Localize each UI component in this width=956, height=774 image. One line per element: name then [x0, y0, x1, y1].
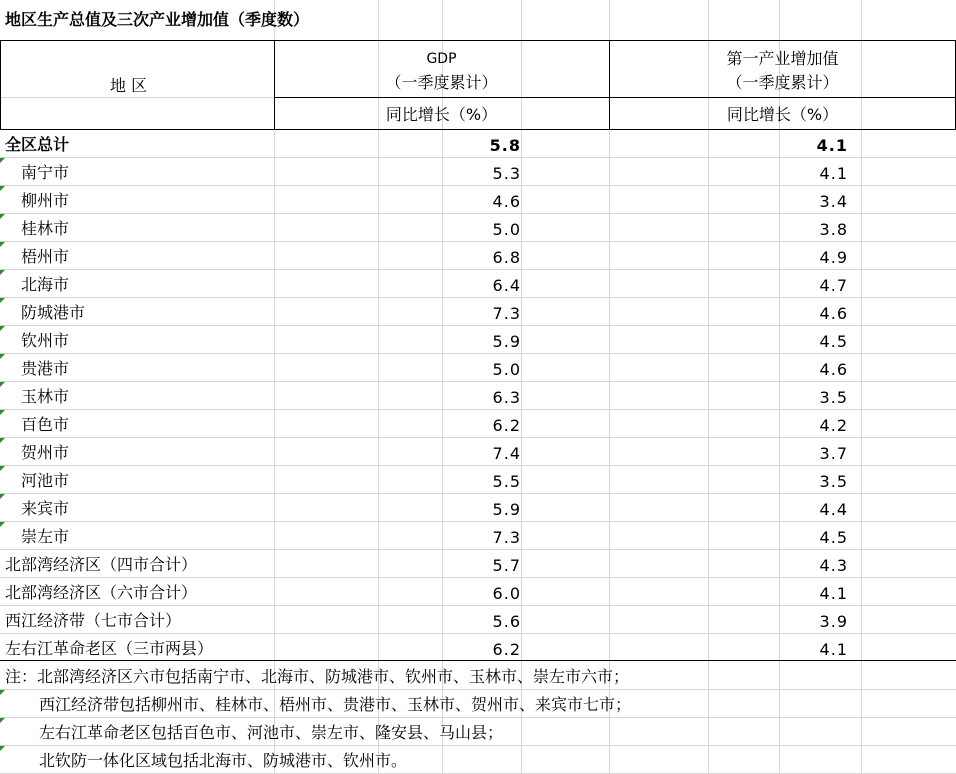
- header-primary-period: （一季度累计）: [726, 73, 839, 92]
- cell-marker-icon: [0, 410, 5, 415]
- primary-growth-value: 4.2: [819, 416, 848, 435]
- cell-marker-icon: [0, 718, 5, 723]
- gridline-horizontal: [0, 521, 956, 522]
- gridline-horizontal: [0, 745, 956, 746]
- border-line: [274, 97, 956, 98]
- gdp-growth-value: 5.5: [492, 472, 521, 491]
- row-region: 贵港市: [21, 359, 70, 378]
- cell-marker-icon: [0, 158, 5, 163]
- gdp-growth-value: 5.3: [492, 164, 521, 183]
- header-primary-unit: 同比增长（%）: [726, 105, 839, 124]
- header-primary: 第一产业增加值: [726, 49, 839, 68]
- gridline-horizontal: [0, 689, 956, 690]
- cell-marker-icon: [0, 690, 5, 695]
- primary-growth-value: 4.1: [816, 136, 848, 155]
- cell-marker-icon: [0, 214, 5, 219]
- gdp-growth-value: 5.9: [492, 500, 521, 519]
- row-region: 防城港市: [21, 303, 86, 322]
- primary-growth-value: 4.4: [819, 500, 848, 519]
- primary-growth-value: 3.8: [819, 220, 848, 239]
- row-region: 百色市: [21, 415, 70, 434]
- gridline-horizontal: [0, 577, 956, 578]
- gdp-growth-value: 6.3: [492, 388, 521, 407]
- gridline-horizontal: [0, 269, 956, 270]
- gridline-horizontal: [0, 241, 956, 242]
- row-region: 钦州市: [21, 331, 70, 350]
- gridline-horizontal: [0, 549, 956, 550]
- row-region: 西江经济带（七市合计）: [5, 611, 182, 630]
- cell-marker-icon: [0, 242, 5, 247]
- gridline-horizontal: [0, 409, 956, 410]
- border-line: [0, 660, 956, 661]
- gdp-growth-value: 6.2: [492, 640, 521, 659]
- gridline-horizontal: [0, 437, 956, 438]
- gridline-horizontal: [0, 157, 956, 158]
- row-region: 河池市: [21, 471, 70, 490]
- note-line: 西江经济带包括柳州市、桂林市、梧州市、贵港市、玉林市、贺州市、来宾市七市；: [39, 695, 632, 714]
- cell-marker-icon: [0, 326, 5, 331]
- page-title: 地区生产总值及三次产业增加值（季度数）: [5, 10, 310, 29]
- row-region: 南宁市: [21, 163, 70, 182]
- gdp-growth-value: 4.6: [492, 192, 521, 211]
- row-region: 北部湾经济区（六市合计）: [5, 583, 198, 602]
- gridline-horizontal: [0, 633, 956, 634]
- border-line: [0, 129, 956, 130]
- note-line: 北钦防一体化区域包括北海市、防城港市、钦州市。: [39, 751, 408, 770]
- cell-marker-icon: [0, 354, 5, 359]
- gdp-growth-value: 6.4: [492, 276, 521, 295]
- border-line: [0, 40, 1, 130]
- header-region: 地 区: [110, 76, 148, 95]
- row-region: 崇左市: [21, 527, 70, 546]
- row-region: 贺州市: [21, 443, 70, 462]
- primary-growth-value: 3.9: [819, 612, 848, 631]
- primary-growth-value: 4.6: [819, 304, 848, 323]
- primary-growth-value: 4.9: [819, 248, 848, 267]
- cell-marker-icon: [0, 522, 5, 527]
- cell-marker-icon: [0, 186, 5, 191]
- gridline-horizontal: [0, 325, 956, 326]
- gridline-horizontal: [0, 213, 956, 214]
- note-line: 注：北部湾经济区六市包括南宁市、北海市、防城港市、钦州市、玉林市、崇左市六市；: [5, 667, 630, 686]
- gdp-growth-value: 7.3: [492, 528, 521, 547]
- row-region: 全区总计: [5, 135, 70, 154]
- primary-growth-value: 4.6: [819, 360, 848, 379]
- cell-marker-icon: [0, 382, 5, 387]
- gridline-horizontal: [0, 465, 956, 466]
- row-region: 北海市: [21, 275, 70, 294]
- cell-marker-icon: [0, 494, 5, 499]
- gdp-growth-value: 6.8: [492, 248, 521, 267]
- cell-marker-icon: [0, 270, 5, 275]
- primary-growth-value: 4.5: [819, 332, 848, 351]
- header-gdp: GDP: [426, 51, 457, 67]
- gdp-growth-value: 5.0: [492, 360, 521, 379]
- primary-growth-value: 3.7: [819, 444, 848, 463]
- row-region: 梧州市: [21, 247, 70, 266]
- gridline-horizontal: [0, 297, 956, 298]
- gridline-horizontal: [0, 493, 956, 494]
- cell-marker-icon: [0, 466, 5, 471]
- primary-growth-value: 4.1: [819, 640, 848, 659]
- row-region: 北部湾经济区（四市合计）: [5, 555, 198, 574]
- gridline-horizontal: [0, 717, 956, 718]
- primary-growth-value: 4.1: [819, 164, 848, 183]
- gdp-growth-value: 5.0: [492, 220, 521, 239]
- row-region: 玉林市: [21, 387, 70, 406]
- header-gdp-unit: 同比增长（%）: [385, 105, 498, 124]
- gdp-growth-value: 5.7: [492, 556, 521, 575]
- primary-growth-value: 4.5: [819, 528, 848, 547]
- row-region: 左右江革命老区（三市两县）: [5, 639, 214, 658]
- gridline-horizontal: [0, 353, 956, 354]
- gridline-horizontal: [0, 185, 956, 186]
- row-region: 来宾市: [21, 499, 70, 518]
- primary-growth-value: 4.3: [819, 556, 848, 575]
- primary-growth-value: 3.5: [819, 388, 848, 407]
- header-gdp-period: （一季度累计）: [385, 73, 498, 92]
- primary-growth-value: 4.1: [819, 584, 848, 603]
- note-line: 左右江革命老区包括百色市、河池市、崇左市、隆安县、马山县；: [39, 723, 504, 742]
- gdp-growth-value: 6.0: [492, 584, 521, 603]
- row-region: 桂林市: [21, 219, 70, 238]
- primary-growth-value: 4.7: [819, 276, 848, 295]
- row-region: 柳州市: [21, 191, 70, 210]
- cell-marker-icon: [0, 438, 5, 443]
- gdp-growth-value: 7.3: [492, 304, 521, 323]
- gdp-growth-value: 5.8: [489, 136, 521, 155]
- gdp-growth-value: 5.9: [492, 332, 521, 351]
- gdp-growth-value: 7.4: [492, 444, 521, 463]
- primary-growth-value: 3.5: [819, 472, 848, 491]
- gdp-growth-value: 5.6: [492, 612, 521, 631]
- gridline-horizontal: [0, 605, 956, 606]
- primary-growth-value: 3.4: [819, 192, 848, 211]
- gridline-horizontal: [0, 381, 956, 382]
- cell-marker-icon: [0, 298, 5, 303]
- cell-marker-icon: [0, 746, 5, 751]
- gdp-growth-value: 6.2: [492, 416, 521, 435]
- border-line: [0, 40, 956, 41]
